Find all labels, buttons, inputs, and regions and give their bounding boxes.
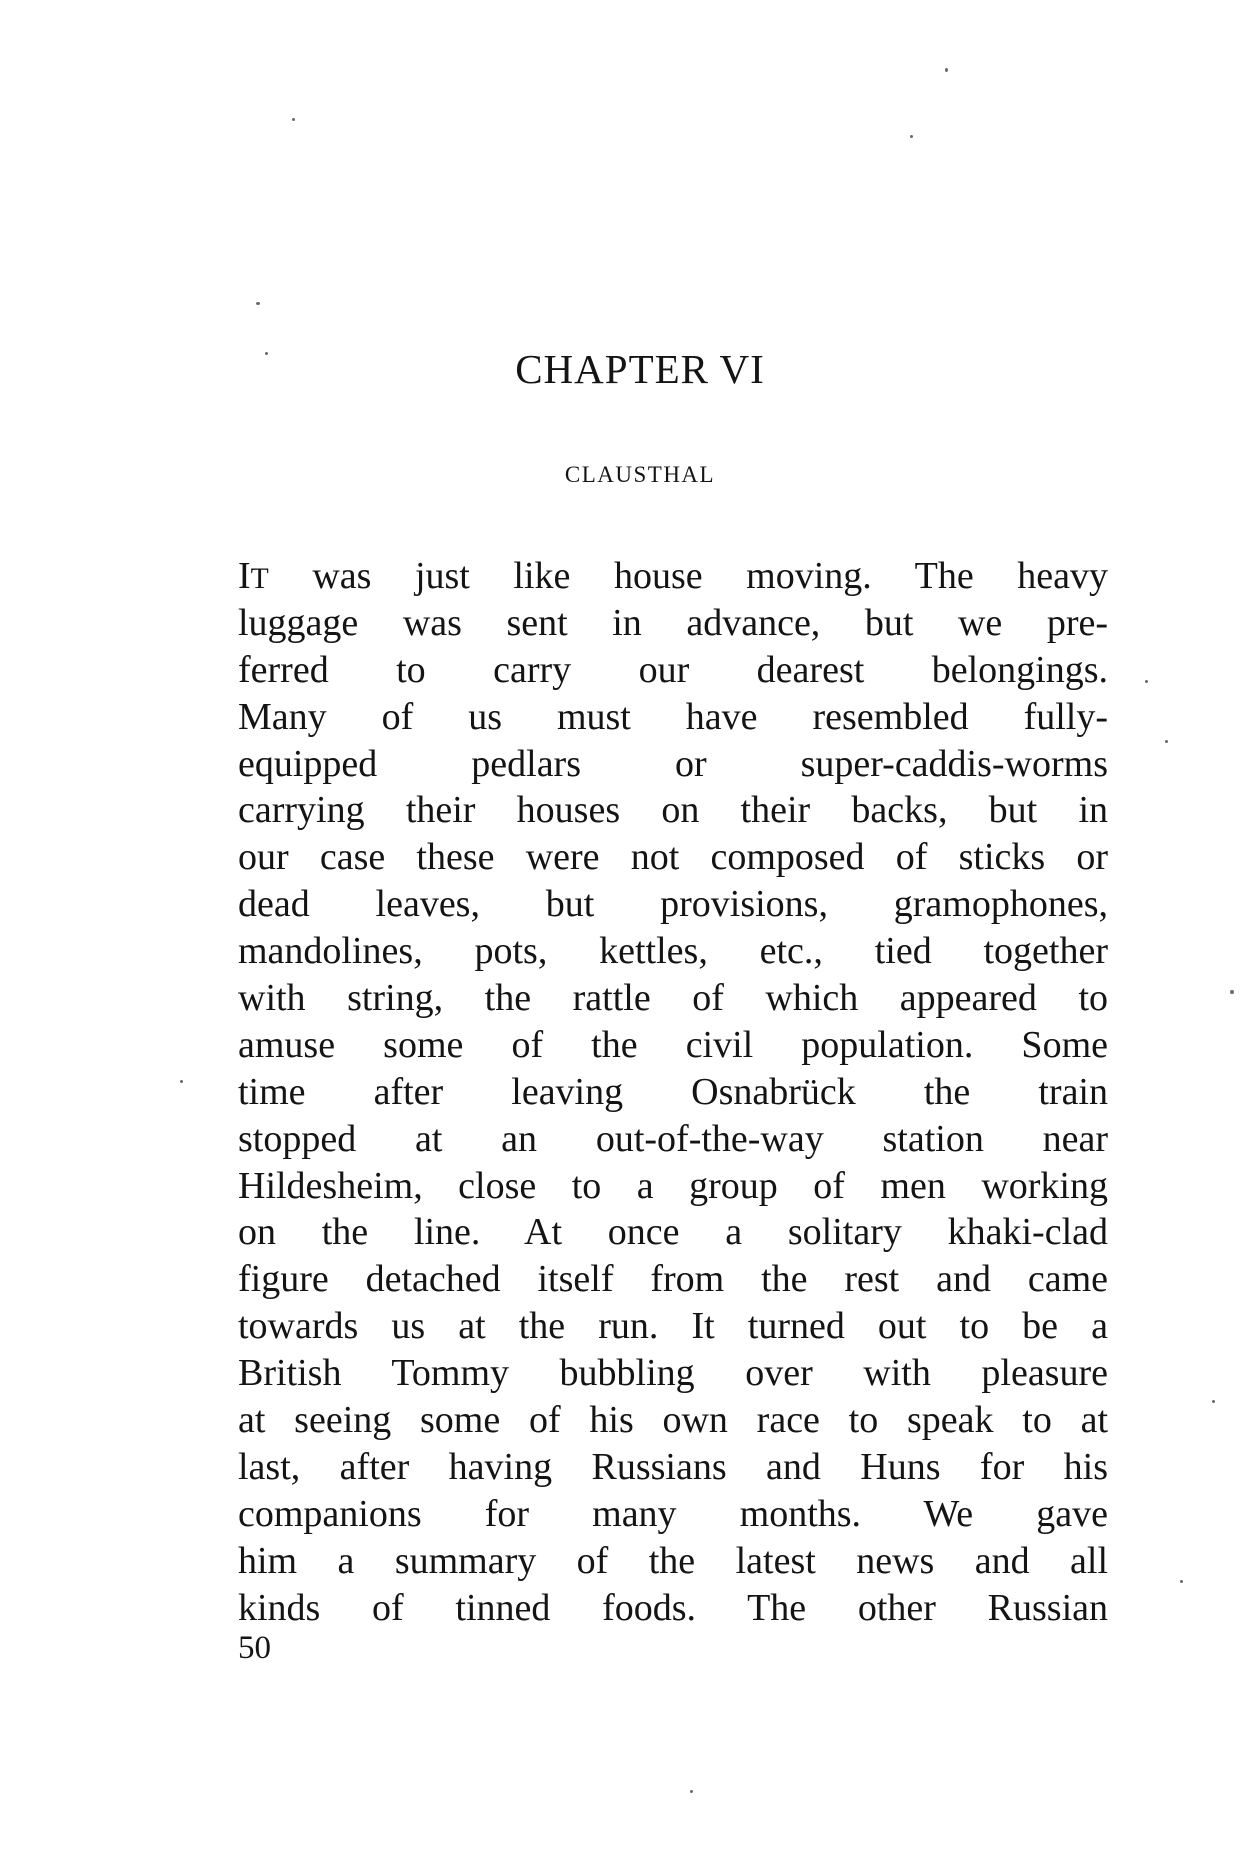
scan-speck <box>1180 1580 1183 1583</box>
scan-speck <box>1145 680 1148 683</box>
text-line: Hildesheim, close to a group of men working <box>238 1164 1108 1207</box>
text-line: our case these were not composed of sticks or <box>238 836 1108 879</box>
scan-speck <box>690 1790 693 1793</box>
text-line: on the line. At once a solitary khaki-clad <box>238 1211 1108 1254</box>
text-line: at seeing some of his own race to speak to at <box>238 1399 1108 1442</box>
scan-speck <box>945 68 948 72</box>
text-line: amuse some of the civil population. Some <box>238 1023 1108 1066</box>
text-line: mandolines, pots, kettles, etc., tied together <box>238 930 1108 973</box>
text-line: carrying their houses on their backs, but in <box>238 789 1108 832</box>
scan-speck <box>180 1080 183 1083</box>
scan-speck <box>265 352 268 355</box>
text-line: luggage was sent in advance, but we pre- <box>238 601 1108 644</box>
text-line: with string, the rattle of which appeared to <box>238 977 1108 1020</box>
scan-speck <box>1230 990 1234 994</box>
text-line: stopped at an out-of-the-way station near <box>238 1117 1108 1160</box>
page-number: 50 <box>238 1630 271 1666</box>
text-line: figure detached itself from the rest and came <box>238 1258 1108 1301</box>
scan-speck <box>910 135 913 138</box>
scan-speck <box>256 302 260 305</box>
text-line: kinds of tinned foods. The other Russian <box>238 1586 1108 1629</box>
chapter-title: CHAPTER VI <box>515 346 765 392</box>
text-line: equipped pedlars or super-caddis-worms <box>238 742 1108 785</box>
text-line: dead leaves, but provisions, gramophones, <box>238 883 1108 926</box>
text-line: towards us at the run. It turned out to be a <box>238 1305 1108 1348</box>
body-paragraph <box>238 553 1108 1631</box>
text-line: time after leaving Osnabrück the train <box>238 1070 1108 1113</box>
text-line: companions for many months. We gave <box>238 1492 1108 1535</box>
text-line: him a summary of the latest news and all <box>238 1539 1108 1582</box>
scan-speck <box>1165 740 1168 743</box>
text-line: British Tommy bubbling over with pleasure <box>238 1352 1108 1395</box>
chapter-subtitle: CLAUSTHAL <box>564 462 716 487</box>
text-line: last, after having Russians and Huns for his <box>238 1445 1108 1488</box>
scan-speck <box>292 118 295 121</box>
text-line: Many of us must have resembled fully- <box>238 695 1108 738</box>
text-line: ferred to carry our dearest belongings. <box>238 648 1108 691</box>
text-line: IT was just like house moving. The heavy <box>238 555 1108 597</box>
scan-speck <box>1212 1400 1215 1403</box>
